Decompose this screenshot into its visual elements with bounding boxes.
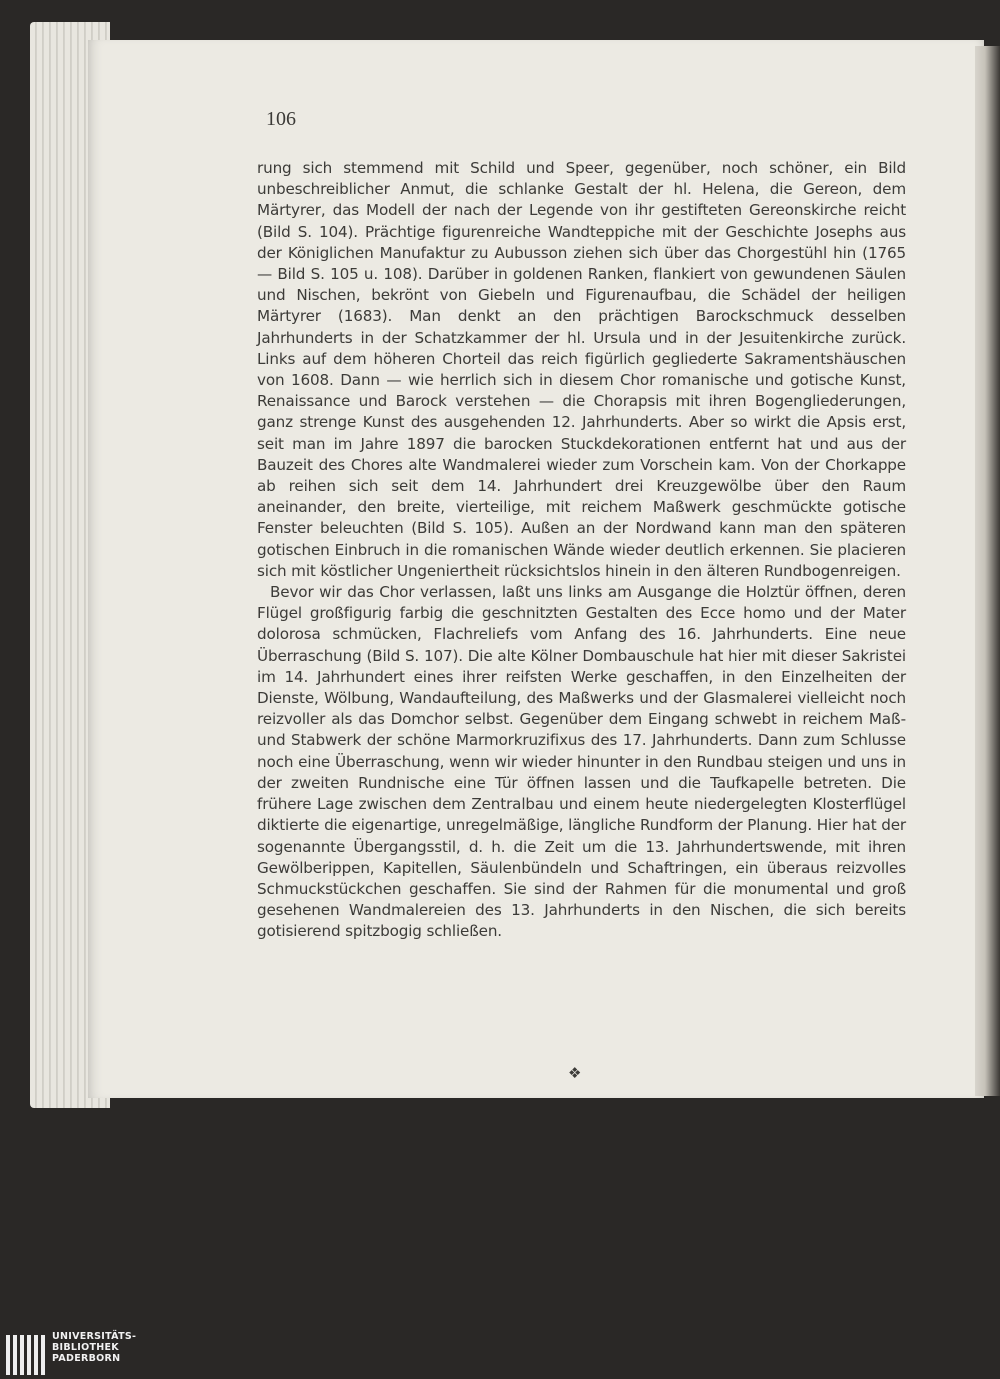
library-logo-icon [6, 1335, 46, 1375]
library-footer [0, 1326, 1000, 1379]
paragraph-1: rung sich stemmend mit Schild und Speer, gegenüber, noch schöner, ein Bild unbeschreiblicher Anmut, die schlanke Gestalt der hl. Helena, die Gereon, dem Märtyrer, das Modell der nach der Legende von ihr gestifteten Gereonskirche reicht (Bild S. 104). Prächtige figurenreiche Wandteppiche mit der Geschichte Josephs aus der Königlichen Manufaktur zu Aubusson ziehen sich über das Chorgestühl hin (1765 — Bild S. 105 u. 108). Darüber in goldenen Ranken, flankiert von gewundenen Säulen und Nischen, bekrönt von Giebeln und Figurenaufbau, die Schädel der heiligen Märtyrer (1683). Man denkt an den prächtigen Barockschmuck desselben Jahrhunderts in der Schatzkammer der hl. Ursula und in der Jesuitenkirche zurück. Links auf dem höheren Chorteil das reich figürlich gegliederte Sakramentshäuschen von 1608. Dann — wie herrlich sich in diesem Chor romanische und gotische Kunst, Renaissance und Barock verstehen — die Chorapsis mit ihren Bogengliederungen, ganz strenge Kunst des ausgehenden 12. Jahrhunderts. Aber so wirkt die Apsis erst, seit man im Jahre 1897 die barocken Stuckdekorationen entfernt hat und aus der Bauzeit des Chores alte Wandmalerei wieder zum Vorschein kam. Von der Chorkappe ab reihen sich seit dem 14. Jahrhundert drei Kreuzgewölbe über den Raum aneinander, den breite, vierteilige, mit reichem Maßwerk geschmückte gotische Fenster beleuchten (Bild S. 105). Außen an der Nordwand kann man den späteren gotischen Einbruch in die romanischen Wände wieder deutlich erkennen. Sie placieren sich mit köstlicher Ungeniertheit rücksichtslos hinein in den älteren Rundbogenreigen. [257, 159, 906, 580]
book-spine-shadow [975, 46, 1000, 1096]
body-text [257, 158, 906, 943]
paragraph-2: Bevor wir das Chor verlassen, laßt uns links am Ausgange die Holztür öffnen, deren Flügel großfigurig farbig die geschnitzten Gestalten des Ecce homo und der Mater dolorosa schmücken, Flachreliefs vom Anfang des 16. Jahrhunderts. Eine neue Überraschung (Bild S. 107). Die alte Kölner Dombauschule hat hier mit dieser Sakristei im 14. Jahrhundert eines ihrer reifsten Werke geschaffen, in den Einzelheiten der Dienste, Wölbung, Wandaufteilung, des Maßwerks und der Glasmalerei vielleicht noch reizvoller als das Domchor selbst. Gegenüber dem Eingang schwebt in reichem Maß- und Stabwerk der schöne Marmorkruzifixus des 17. Jahrhunderts. Dann zum Schlusse noch eine Überraschung, wenn wir wieder hinunter in den Rundbau steigen und uns in der zweiten Rundnische eine Tür öffnen lassen und die Taufkapelle betreten. Die frühere Lage zwischen dem Zentralbau und einem heute niedergelegten Klosterflügel diktierte die eigenartige, unregelmäßige, längliche Rundform der Planung. Hier hat der sogenannte Übergangsstil, d. h. die Zeit um die 13. Jahrhundertswende, mit ihren Gewölberippen, Kapitellen, Säulenbündeln und Schaftringen, ein überaus reizvolles Schmuckstückchen geschaffen. Sie sind der Rahmen für die monumental und groß gesehenen Wandmalereien des 13. Jahrhunderts in den Nischen, die sich bereits gotisierend spitzbogig schließen. [257, 583, 906, 941]
library-name-line-3: PADERBORN [52, 1353, 121, 1364]
library-name-line-1: UNIVERSITÄTS- [52, 1331, 137, 1342]
ornament-icon: ❖ [568, 1064, 582, 1082]
library-name [52, 1331, 136, 1364]
library-name-line-2: BIBLIOTHEK [52, 1342, 119, 1353]
page-number: 106 [266, 108, 296, 130]
